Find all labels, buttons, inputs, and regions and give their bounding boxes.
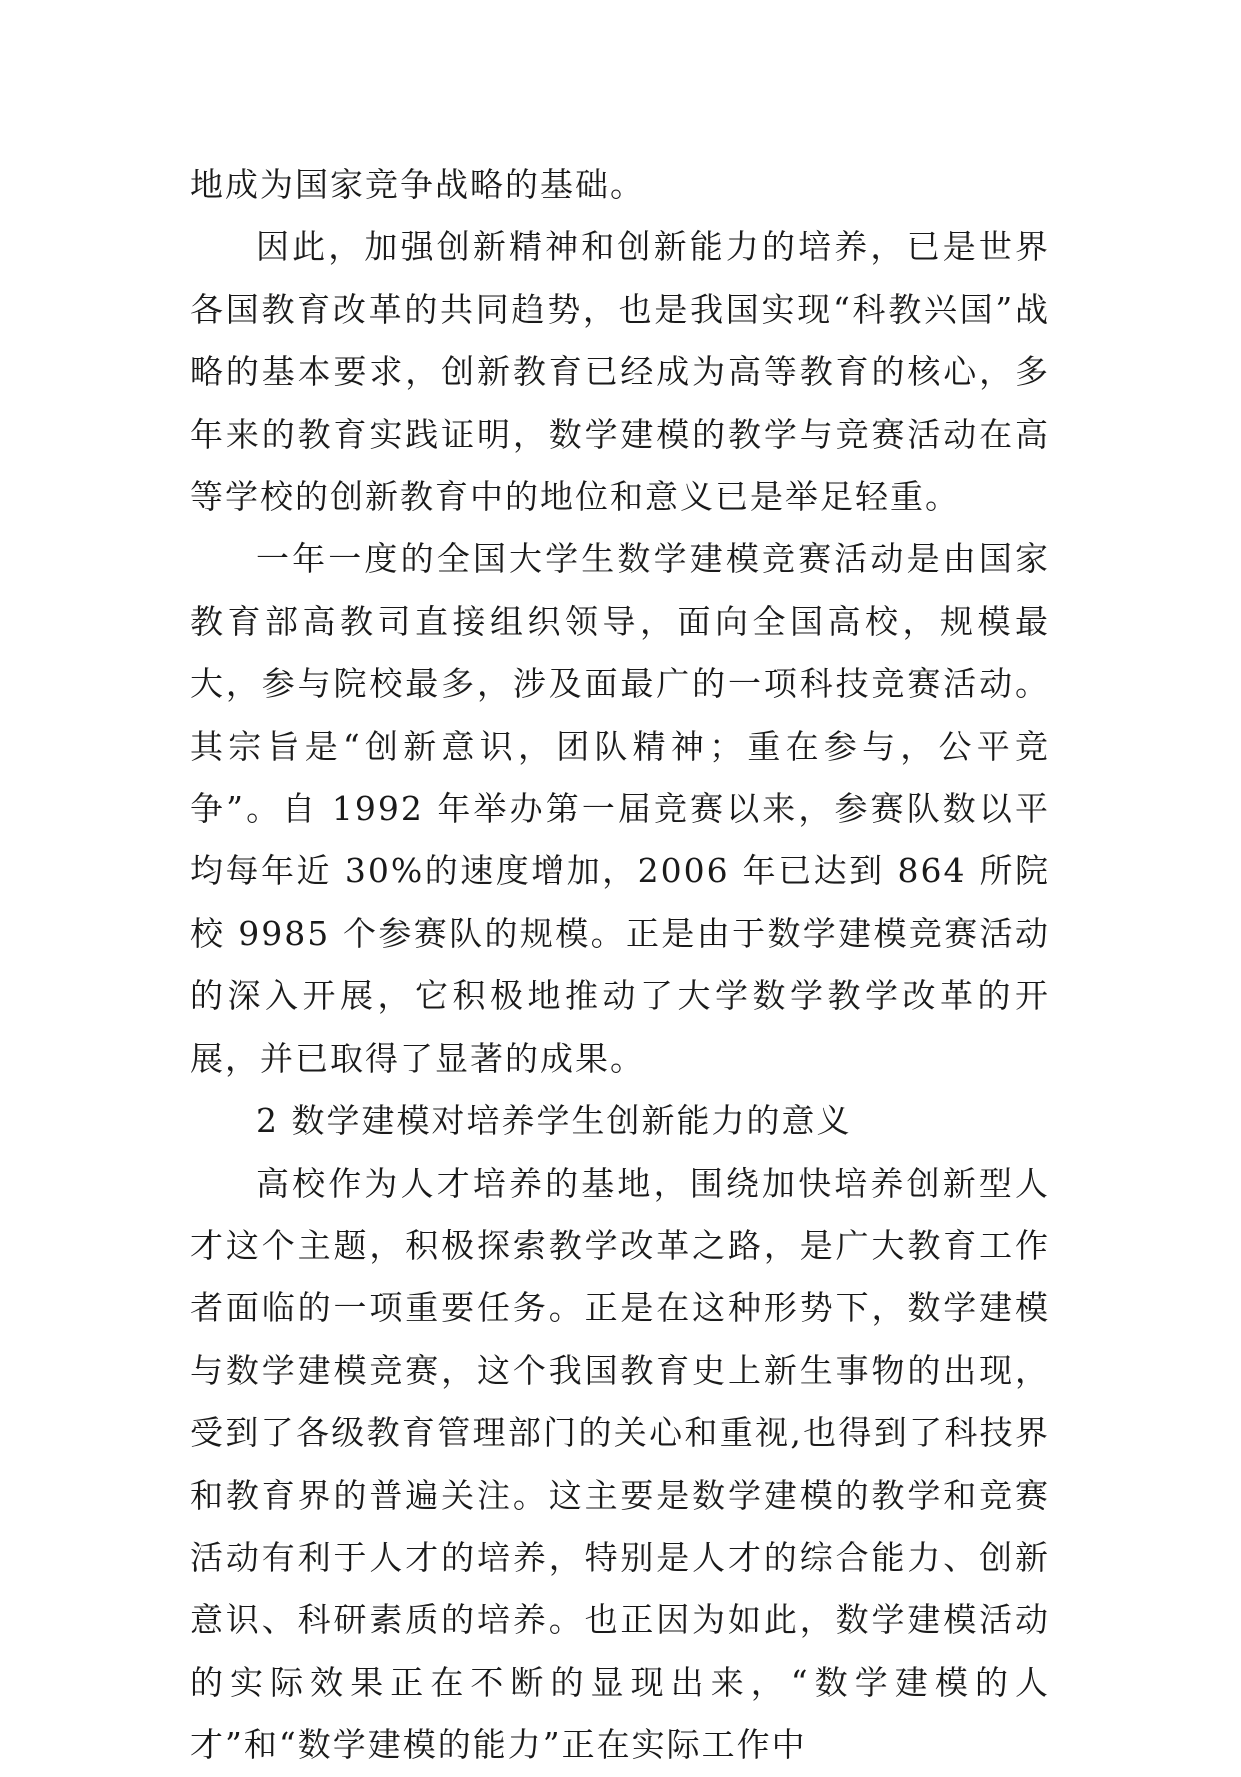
paragraph-modeling-contest: 一年一度的全国大学生数学建模竞赛活动是由国家教育部高教司直接组织领导，面向全国高校，规模最大，参与院校最多，涉及面最广的一项科技竞赛活动。其宗旨是“创新意识，团队精神；重在参与，公平竞争”。自 1992 年举办第一届竞赛以来，参赛队数以平均每年近 30%的速度增加，2006 年已达到 864 所院校 9985 个参赛队的规模。正是由于数学建模竞赛活动的深入开展，它积极地推动了大学数学教学改革的开展，并已取得了显著的成果。 xyxy=(190,539,1050,1078)
document-body xyxy=(190,154,1050,1777)
section-heading: 2 数学建模对培养学生创新能力的意义 xyxy=(256,1101,852,1141)
paragraph-university-role: 高校作为人才培养的基地，围绕加快培养创新型人才这个主题，积极探索教学改革之路，是广大教育工作者面临的一项重要任务。正是在这种形势下，数学建模与数学建模竞赛，这个我国教育史上新生事物的出现，受到了各级教育管理部门的关心和重视,也得到了科技界和教育界的普遍关注。这主要是数学建模的教学和竞赛活动有利于人才的培养，特别是人才的综合能力、创新意识、科研素质的培养。也正因为如此，数学建模活动的实际效果正在不断的显现出来，“数学建模的人才”和“数学建模的能力”正在实际工作中 xyxy=(190,1163,1050,1765)
paragraph-innovation-education: 因此，加强创新精神和创新能力的培养，已是世界各国教育改革的共同趋势，也是我国实现“科教兴国”战略的基本要求，创新教育已经成为高等教育的核心，多年来的教育实践证明，数学建模的教学与竞赛活动在高等学校的创新教育中的地位和意义已是举足轻重。 xyxy=(190,227,1050,517)
paragraph-continuation: 地成为国家竞争战略的基础。 xyxy=(190,165,645,204)
